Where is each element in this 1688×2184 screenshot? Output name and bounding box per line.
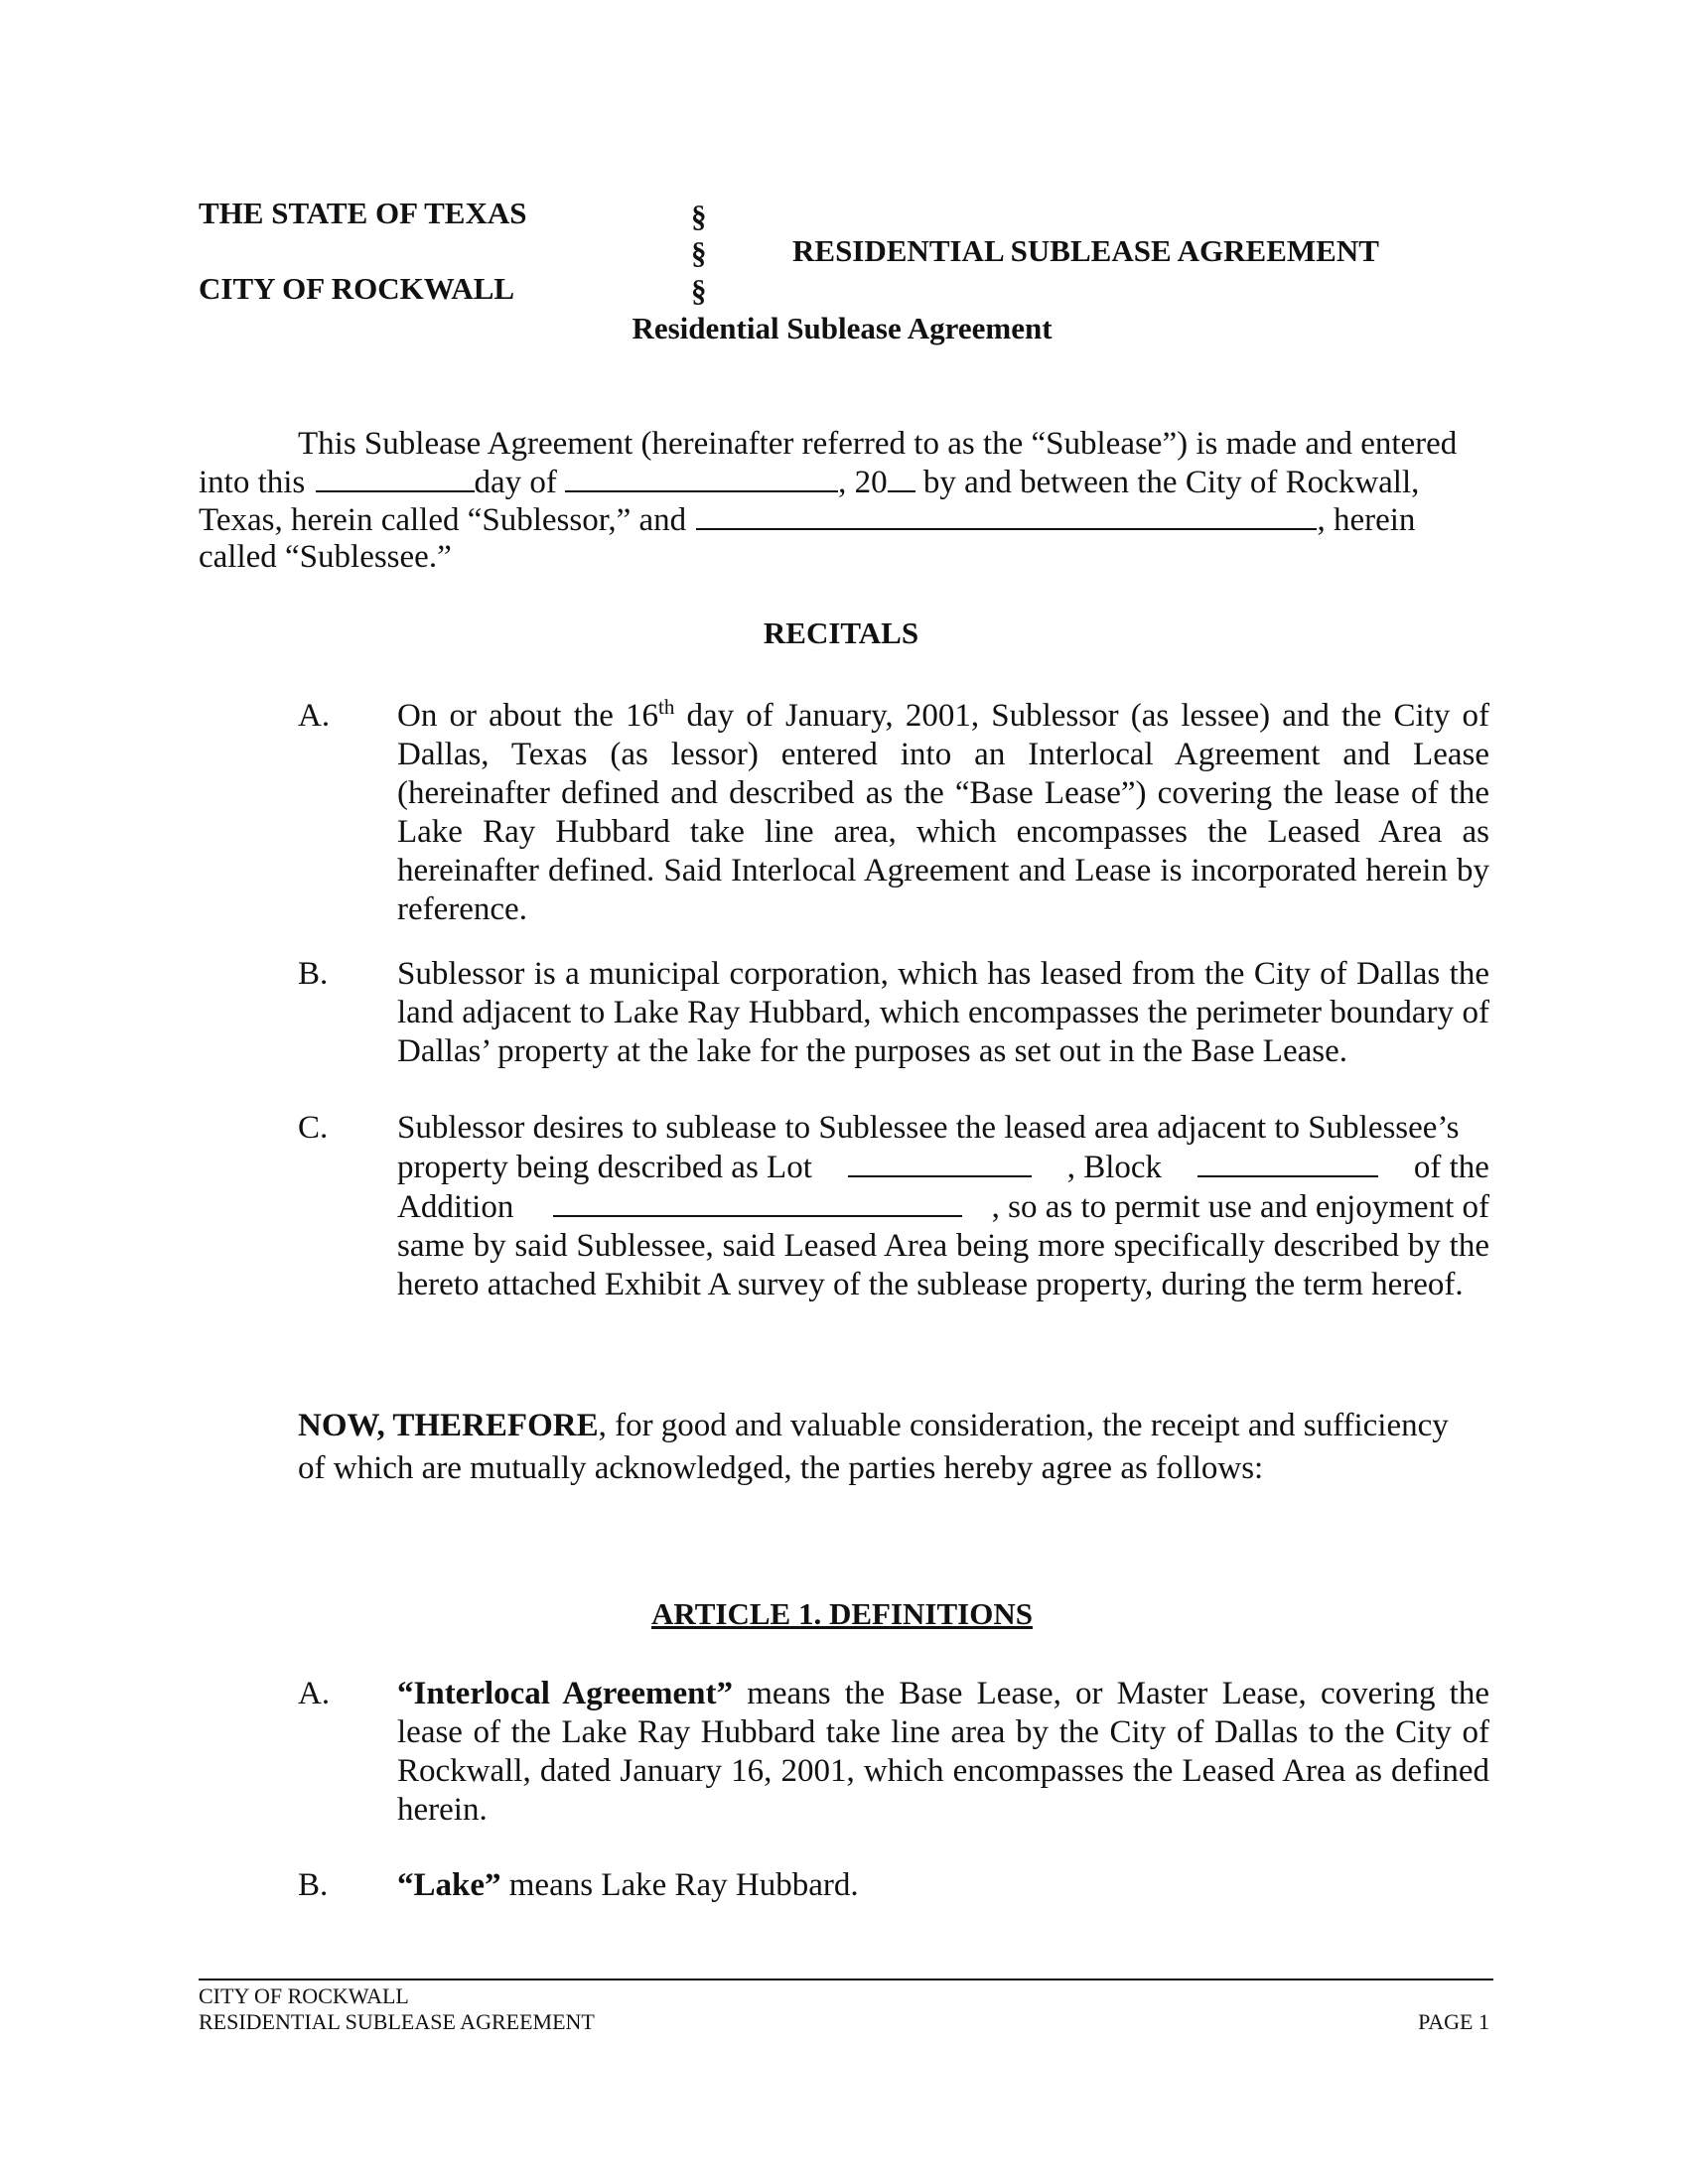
caption-city: CITY OF ROCKWALL: [199, 271, 515, 306]
section-sign-2: §: [691, 235, 707, 270]
article-1-heading: [0, 1596, 1688, 1632]
recital-c-l2a: property being described as Lot: [397, 1150, 812, 1185]
intro-line-2-c: , 20: [838, 465, 888, 500]
document-subtitle-text: Residential Sublease Agreement: [632, 311, 1053, 345]
intro-line-3-a: Texas, herein called “Sublessor,” and: [199, 502, 687, 538]
intro-line-3-b: , herein: [1317, 502, 1416, 538]
now-therefore-bold: NOW, THEREFORE: [298, 1408, 599, 1443]
recital-a-sup: th: [658, 695, 675, 719]
month-blank[interactable]: [565, 463, 838, 492]
intro-line-2-b: day of: [474, 465, 557, 500]
recital-a-pre: On or about the 16: [397, 698, 659, 734]
definition-b-letter: B.: [298, 1867, 329, 1903]
definition-b-body: means Lake Ray Hubbard.: [500, 1867, 859, 1903]
now-therefore-rest: , for good and valuable consideration, the receipt and sufficiency: [598, 1408, 1449, 1443]
recital-a-letter: A.: [298, 698, 331, 734]
intro-line-2-d: by and between the City of Rockwall,: [914, 465, 1420, 500]
addition-blank[interactable]: [553, 1187, 962, 1217]
definition-a-body: means the Base Lease, or Master Lease, covering the lease of the Lake Ray Hubbard take line area by the City of Dallas to the City of Rockwall, dated January 16, 2001, which encompasses the Leased Area as defined herein.: [397, 1676, 1489, 1828]
recitals-heading-text: RECITALS: [763, 615, 919, 650]
recital-c-line-3: [397, 1187, 1489, 1227]
now-therefore-line-1: [298, 1405, 1489, 1447]
intro-line-1: This Sublease Agreement (hereinafter referred to as the “Sublease”) is made and entered: [298, 426, 1458, 462]
block-blank[interactable]: [1197, 1148, 1378, 1177]
definition-b-text: [397, 1866, 1489, 1905]
now-therefore-line-2: of which are mutually acknowledged, the parties hereby agree as follows:: [298, 1450, 1264, 1486]
recital-c-l2b: , Block: [1066, 1150, 1163, 1185]
article-1-heading-text: ARTICLE 1. DEFINITIONS: [651, 1596, 1033, 1631]
day-blank[interactable]: [316, 463, 475, 492]
definition-a-term: “Interlocal Agreement”: [397, 1676, 734, 1711]
recital-c-line-1: Sublessor desires to sublease to Sublessee the leased area adjacent to Sublessee’s: [397, 1110, 1460, 1146]
year-blank[interactable]: [888, 463, 915, 492]
footer-page-number: PAGE 1: [1418, 2009, 1489, 2034]
footer-city: CITY OF ROCKWALL: [199, 1983, 409, 2008]
recital-c-letter: C.: [298, 1110, 329, 1146]
recital-c-l3a: Addition: [397, 1189, 514, 1225]
recital-b-text: Sublessor is a municipal corporation, which has leased from the City of Dallas the land adjacent to Lake Ray Hubbard, which encompasses the perimeter boundary of Dallas’ property at the lake for the purposes as set out in the Base Lease.: [397, 956, 1489, 1069]
intro-line-4: called “Sublessee.”: [199, 539, 452, 575]
section-sign-1: §: [691, 199, 707, 233]
section-sign-3: §: [691, 273, 707, 308]
recital-b-letter: B.: [298, 956, 329, 992]
document-subtitle: [0, 311, 1688, 346]
definition-a-text: [397, 1675, 1489, 1830]
recital-c-rest: same by said Sublessee, said Leased Area being more specifically described by the hereto attached Exhibit A survey of the sublease property, during the term hereof.: [397, 1228, 1489, 1302]
intro-line-2-a: into this: [199, 465, 306, 500]
recital-c-line-2: [397, 1148, 1489, 1187]
definition-b-term: “Lake”: [397, 1867, 501, 1903]
recitals-heading: [0, 615, 1688, 651]
caption-title: RESIDENTIAL SUBLEASE AGREEMENT: [792, 233, 1379, 268]
sublessee-blank[interactable]: [696, 500, 1317, 530]
footer-doc-title: RESIDENTIAL SUBLEASE AGREEMENT: [199, 2009, 595, 2034]
intro-line-2: [199, 463, 1499, 501]
recital-c-l2c: of the: [1413, 1150, 1489, 1185]
footer-rule: [199, 1979, 1493, 1980]
now-therefore: [298, 1405, 1489, 1490]
recital-c-l3b: , so as to permit use and enjoyment of: [991, 1189, 1489, 1225]
recital-a-text: [397, 697, 1489, 929]
definition-a-letter: A.: [298, 1676, 331, 1711]
lot-blank[interactable]: [848, 1148, 1032, 1177]
recital-c-text: [397, 1109, 1489, 1304]
recital-a-post: day of January, 2001, Sublessor (as lessee) and the City of Dallas, Texas (as lessor) entered into an Interlocal Agreement and Lease (hereinafter defined and described as the “Base Lease”) covering the lease of the Lake Ray Hubbard take line area, which encompasses the Leased Area as hereinafter defined. Said Interlocal Agreement and Lease is incorporated herein by reference.: [397, 698, 1489, 927]
intro-line-3: [199, 500, 1499, 539]
caption-state: THE STATE OF TEXAS: [199, 196, 527, 230]
